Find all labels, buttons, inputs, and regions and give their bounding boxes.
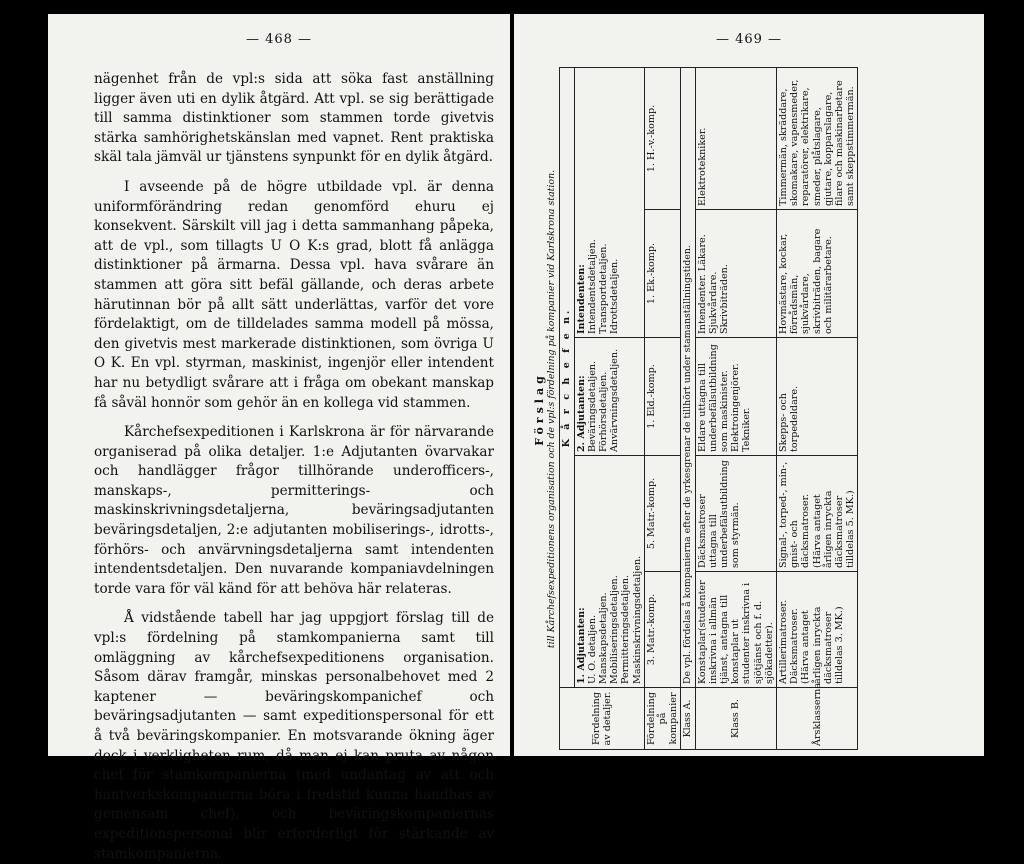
table-cell: Intendenter. Läkare. Sjukvårdare. Skrivbiträden. <box>695 210 776 338</box>
list-item: Permitteringsdetaljen. <box>620 574 632 684</box>
company-header: 5. Matr.-komp. <box>644 456 681 572</box>
row-label-kompanier: Fördelning på kompanier <box>644 688 681 750</box>
rotated-table <box>532 68 974 750</box>
table-cell: Timmermän, skräddare, skomakare, vapensmeder, reparatörer, elektrikare, smeder, plåtslagare, gjutare, kopparslagare, filare och maskinarbetare samt skeppstimmermän. <box>777 68 858 210</box>
company-header: 3. Matr.-komp. <box>644 572 681 688</box>
table-row <box>574 68 644 750</box>
table-cell: Skepps- och torpedeldare. <box>777 338 858 456</box>
class-a-label: Klass A. <box>681 688 695 750</box>
adj2-cell <box>574 338 644 456</box>
table-cell: Konstaplar(studenter inskrivna i allmän tjänst, antagna till konstaplar ut studenter inskrivna i sjötjänst och f. d. sjökadetter). <box>695 572 776 688</box>
list-item: Maskinskrivningsdetaljen. <box>631 555 643 684</box>
adj2-title: 2. Adjutanten: <box>575 375 587 452</box>
left-page <box>48 14 510 862</box>
table-row <box>644 68 681 750</box>
paragraph: Å vidstående tabell har jag uppgjort förslag till de vpl:s fördelning på stamkompanierna samt till omläggning av kårchefsexpeditionens organisation. Såsom därav framgår, minskas personalbehovet med 2 kaptener — beväringskompanichef och beväringsadjutanten — samt expeditionspersonal för ett å två beväringskompanier. En motsvarande ökning äger dock i verkligheten rum, då man ej kan pruta av någon chef för stamkompanierna (med undantag av att och hantverkskompanierna böra i fredstid kunna handhas av gemensam chef), och beväringskompaniernas expeditionspersonal blir erforderligt för stärkande av stamkompanierna. <box>94 610 494 862</box>
left-body-text <box>94 70 494 864</box>
company-header: 1. H.-v.-komp. <box>644 68 681 210</box>
row-label-detaljer: Fördelning av detaljer. <box>560 688 644 750</box>
adj1-title: 1. Adjutanten: <box>575 607 587 684</box>
right-page <box>514 14 984 756</box>
paragraph: Kårchefsexpeditionen i Karlskrona är för närvarande organiserad på olika detaljer. 1:e Adjutanten övarvakar och handlägger frågor tillhörande underofficers-, manskaps-, permitterings- och maskinskrivningsdetaljerna, beväringsadjutanten beväringsdetaljen, 2:e adjutanten mobiliserings-, idrotts-, förhörs- och anvärvningsdetaljerna samt intendenten intendentsdetaljen. Den nuvarande kompaniavdelningen torde vara för väl känd för att behöva här relateras. <box>94 424 494 597</box>
table-row <box>681 68 695 750</box>
organisation-table <box>559 67 858 750</box>
table-cell: Eldare uttagna till underbefälsutbildning som maskinister. Elektroingenjörer. Tekniker. <box>695 338 776 456</box>
list-item: Idrottsdetaljen. <box>609 258 621 334</box>
table-caption-subtitle: till Kårchefsexpeditionens organisation och de vpl:s fördelning på kompanier vid Karlskrona station. <box>546 169 558 649</box>
left-page-number: — 468 — <box>245 32 313 47</box>
list-item: Mobiliseringsdetaljen. <box>609 575 621 684</box>
arsklass-label: Årsklasserna <box>777 688 858 750</box>
table-row <box>777 68 858 750</box>
intendent-title: Intendenten: <box>575 264 587 334</box>
list-item: Beväringsdetaljen. <box>586 360 598 452</box>
kce-header: K å r c h e f e n. <box>560 68 574 688</box>
table-row <box>560 68 574 750</box>
table-row <box>695 68 776 750</box>
table-cell: Artillerimatroser. Däcksmatroser. (Härva antaget årligen inryckta däcksmatroser tilldelas 3. MK.) <box>777 572 858 688</box>
intendent-cell <box>574 68 644 338</box>
company-header: 1. Eld.-komp. <box>644 338 681 456</box>
table-caption <box>534 68 557 750</box>
list-item: U. O. detaljen. <box>586 614 598 684</box>
table-cell: Signal-, torped-, min-, gnist- och däcksmatroser. (Härva antaget årligen inryckta däcksmatroser tilldelas 5. MK.) <box>777 456 858 572</box>
list-item: Förhörsdetaljen. <box>598 371 610 452</box>
paragraph: nägenhet från de vpl:s sida att söka fast anställning ligger även uti en dylik åtgärd. Att vpl. se sig berättigade till samma distinktioner som stammen torde givetvis stärka samhörighetskänslan med vapnet. Rent praktiska skäl tala jämväl ur tjänstens synpunkt för en dylik åtgärd. <box>94 71 494 166</box>
table-cell: Elektrotekniker. <box>695 68 776 210</box>
paragraph: I avseende på de högre utbildade vpl. är denna uniformförändring redan genomförd ehuru ej konsekvent. Särskilt vill jag i detta sammanhang påpeka, att de vpl., som tillagts U O K:s grad, blott få anlägga distinktioner på ärmarna. Dessa vpl. hava svårare än stammen att göra sitt befäl gällande, och deras arbete härutinnan bör på allt sätt underlättas, varför det vore fördelaktigt, om de tilldelades samma modell på mössa, den givetvis mest markerade distinktionen, som övriga U O K. En vpl. styrman, maskinist, ingenjör eller intendent har nu betydligt svårare att i fråga om obekant manskap få såväl honnör som gehör än en kollega vid stammen. <box>94 178 494 411</box>
adj1-cell <box>574 456 644 688</box>
rotated-table-area <box>532 68 974 750</box>
company-header: 1. Ek.-komp. <box>644 210 681 338</box>
list-item: Anvärvningsdetaljen. <box>609 348 621 452</box>
list-item: Manskapsdetaljen. <box>598 592 610 684</box>
table-caption-title: Förslag <box>533 372 546 446</box>
list-item: Transportdetaljen. <box>598 243 610 334</box>
table-cell: Hovmästare, kockar, förrådsmän, sjukvårdare, skrivbiträden, bagare och militärarbetare. <box>777 210 858 338</box>
right-page-number: — 469 — <box>715 32 783 47</box>
class-a-note: De vpl. fördelas å kompanierna efter de yrkesgrenar de tillhört under stamanställningstiden. <box>681 68 695 688</box>
table-cell: Däcksmatroser uttagna till underbefälsutbildning som styrmän. <box>695 456 776 572</box>
list-item: Intendentsdetaljen. <box>586 239 598 334</box>
class-b-label: Klass B. <box>695 688 776 750</box>
